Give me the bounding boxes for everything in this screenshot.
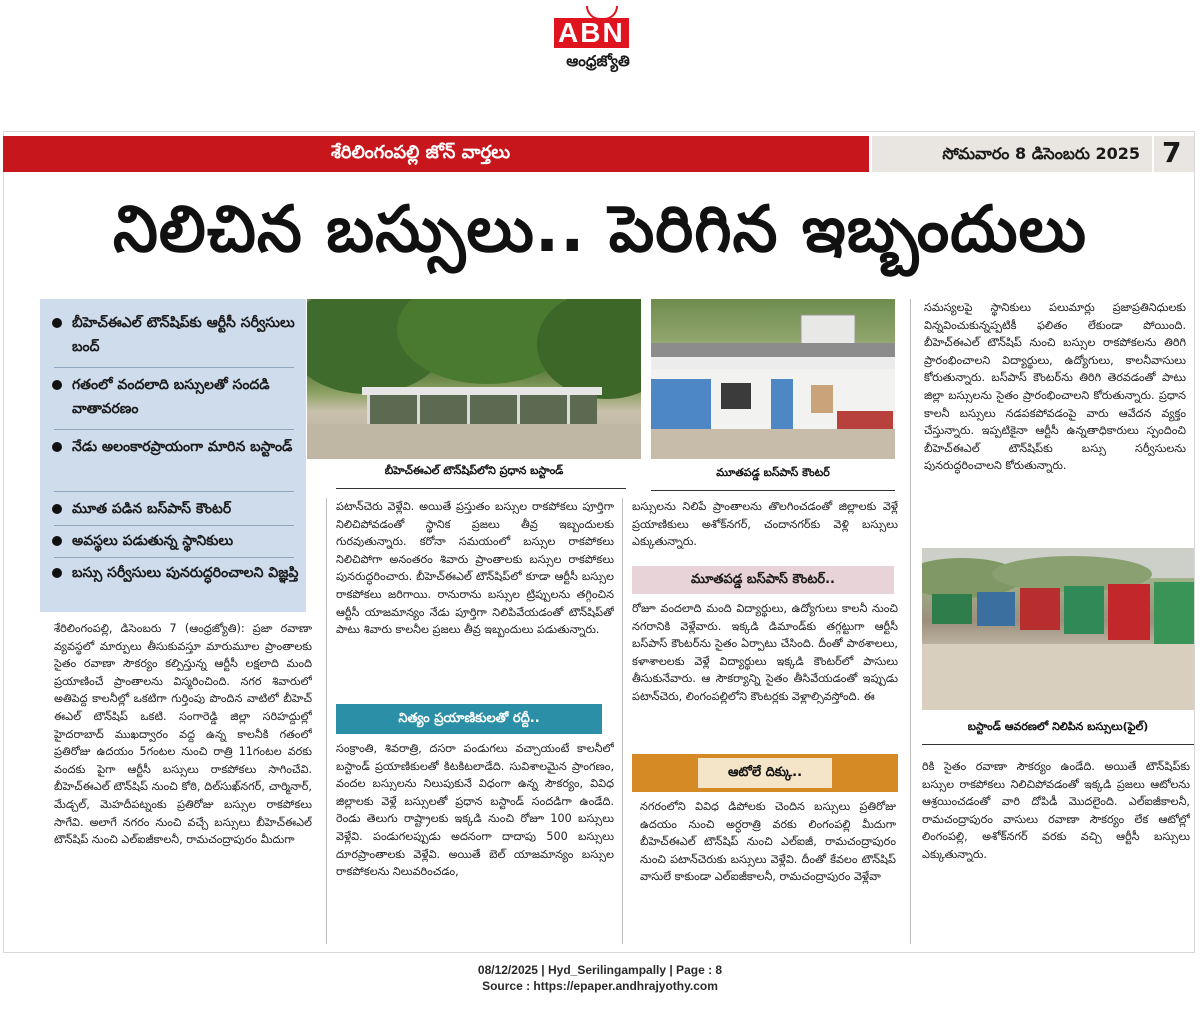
bus-pass-counter-photo[interactable] <box>651 299 895 459</box>
highlight-item: బస్సు సర్వీసులు పునరుద్ధరించాలని విజ్ఞప్తి <box>46 561 300 585</box>
section-bar <box>3 136 869 172</box>
subheading: మూతపడ్డ బస్‌పాస్ కౌంటర్.. <box>632 566 894 594</box>
highlight-item: గతంలో వందలాది బస్సులతో సందడి వాతావరణం <box>46 373 300 421</box>
article-column-2-bottom <box>336 740 614 942</box>
subheading-box <box>632 754 898 792</box>
highlight-item: అవస్థలు పడుతున్న స్థానికులు <box>46 529 300 553</box>
highlights-box <box>40 299 306 612</box>
abn-logo[interactable] <box>548 4 654 76</box>
bullet-icon <box>52 442 62 452</box>
bullet-icon <box>52 318 62 328</box>
page-number-box <box>1152 136 1194 172</box>
footer-source-link[interactable]: Source : https://epaper.andhrajyothy.com <box>482 979 718 993</box>
photo-caption: బీహెచ్ఈఎల్ టౌన్‌షిప్‌లోని ప్రధాన బస్టాండ్ <box>384 464 564 477</box>
parked-buses-photo[interactable] <box>922 548 1194 710</box>
buses-illustration <box>922 548 1194 710</box>
divider <box>54 429 294 430</box>
article-text: సమస్యలపై స్థానికులు పలుమార్లు ప్రజాప్రతినిధులకు విన్నవించుకున్నప్పటికీ ఫలితం లేకుండా పోయింది. బీహెచ్ఈఎల్ టౌన్‌షిప్ నుంచి బస్సుల రాకపోకలను తిరిగి ప్రారంభించాలని విద్యార్థులు, ఉద్యోగులు, కాలనీవాసులు కోరుతున్నారు. బస్‌పాస్ కౌంటర్‌ను తిరిగి తెరవడంతో పాటు జిల్లా బస్సులను సైతం ప్రారంభించాలని కోరుతున్నారు. ప్రధాన కాలనీ బస్సులు నడపకపోవడంపై వారు ఆవేదన వ్యక్తం చేస్తున్నారు. ఇప్పటికైనా ఆర్టీసీ ఉన్నతాధికారులు స్పందించి బీహెచ్ఈఎల్ టౌన్‌షిప్‌కు బస్సు సర్వీసులను పునరుద్ధరించాలని కోరుతున్నారు. <box>924 301 1186 473</box>
section-title: శేరిలింగంపల్లి జోన్ వార్తలు <box>331 142 511 163</box>
article-text: బస్సులను నిలిపే ప్రాంతాలను తొలగించడంతో జిల్లాలకు వెళ్లే ప్రయాణికులు అశోక్‌నగర్, చందానగర్‌కు వెళ్లి బస్సులు ఎక్కుతున్నారు. <box>632 500 898 549</box>
divider <box>54 367 294 368</box>
article-text: పటాన్‌చెరు వెళ్లేవి. అయితే ప్రస్తుతం బస్సుల రాకపోకలు పూర్తిగా నిలిచిపోవడంతో స్థానిక ప్రజలు తీవ్ర ఇబ్బందులకు గురవుతున్నారు. కరోనా సమయంలో బస్సుల రాకపోకలు నిలిచిపోగా అనంతరం శివారు ప్రాంతాలకు బస్సుల రాకపోకలు పునరుద్ధరించారు. బీహెచ్ఈఎల్ టౌన్‌షిప్‌లో కూడా ఆర్టీసీ బస్సుల రాకపోకలు జరిగాయి. రానురాను బస్సుల ట్రిప్పులను తగ్గించిన ఆర్టీసీ యాజమాన్యం నేడు పూర్తిగా నిలిపివేయడంతో టౌన్‌షిప్‌తో పాటు శివారు కాలనీల ప్రజలు తీవ్ర ఇబ్బందులు పడుతున్నారు. <box>336 500 614 637</box>
logo-brand: ABN <box>554 18 629 48</box>
divider <box>54 491 294 492</box>
highlight-item: మూత పడిన బస్‌పాస్ కౌంటర్ <box>46 497 300 521</box>
article-text: రికి సైతం రవాణా సౌకర్యం ఉండేది. అయితే టౌన్‌షిప్‌కు బస్సుల రాకపోకలు నిలిచిపోవడంతో ఇక్కడి ప్రజలు ఆటోలను ఆశ్రయించడంతో వారి దోపిడీ మొదలైంది. ఎల్ఐజీకాలనీ, రామచంద్రాపురం వాసులు రవాణా సౌకర్యం లేక ఆటోల్లో లింగంపల్లి, అశోక్‌నగర్ వరకు వచ్చి ఆర్టీసీ బస్సులు ఎక్కుతున్నారు. <box>922 760 1190 861</box>
column-divider <box>622 498 623 944</box>
bullet-icon <box>52 504 62 514</box>
divider <box>651 490 895 491</box>
column-divider <box>326 498 327 944</box>
logo-tagline: ఆంధ్రజ్యోతి <box>566 52 630 70</box>
article-text: నగరంలోని వివిధ డిపోలకు చెందిన బస్సులు ప్రతిరోజు ఉదయం నుంచి అర్ధరాత్రి వరకు లింగంపల్లి మీదుగా బీహెచ్ఈఎల్ టౌన్‌షిప్ నుంచి ఎల్ఐజీ, రామచంద్రాపురం నుంచి పటాన్‌చెరుకు బస్సులు వెళ్లేవి. దీంతో కేవలం టౌన్‌షిప్ వాసులే కాకుండా ఎల్ఐజీకాలనీ, రామచంద్రాపురం వెళ్లేవా <box>640 800 896 884</box>
edition-date: సోమవారం 8 డిసెంబరు 2025 <box>942 144 1140 163</box>
page-number: 7 <box>1162 136 1182 169</box>
photo-caption: బస్టాండ్ ఆవరణలో నిలిపిన బస్సులు(ఫైల్) <box>967 720 1149 733</box>
bullet-icon <box>52 536 62 546</box>
article-column-3-bottom <box>640 798 896 942</box>
date-bar <box>872 136 1152 172</box>
subheading: నిత్యం ప్రయాణికులతో రద్దీ.. <box>336 704 602 734</box>
divider <box>922 744 1194 745</box>
article-column-2-top <box>336 498 614 698</box>
divider <box>54 525 294 526</box>
bus-stand-illustration <box>307 299 641 459</box>
article-column-3-mid <box>632 600 898 748</box>
article-text: శేరిలింగంపల్లి, డిసెంబరు 7 (ఆంధ్రజ్యోతి): ప్రజా రవాణా వ్యవస్థలో మార్పులు తీసుకువస్తూ మారుమూల ప్రాంతాలకు సైతం రవాణా సౌకర్యం కల్పిస్తున్న ఆర్టీసీ లక్షలాది మంది ప్రయాణించే ప్రాంతాలను విస్మరించింది. నగర శివారులో అతిపెద్ద కాలనీల్లో ఒకటిగా గుర్తింపు పొందిన వాటిలో బీహెచ్ ఈఎల్ టౌన్‌షిప్ ఒకటి. సంగారెడ్డి జిల్లా సరిహద్దుల్లో హైదరాబాద్ ముఖద్వారం వద్ద ఉన్న కాలనీకి గతంలో ప్రతిరోజు ఉదయం 5గంటల నుంచి రాత్రి 11గంటల వరకు వందకు పైగా ఆర్టీసీ బస్సులు రాకపోకలు సాగించేవి. బీహెచ్ఈఎల్ టౌన్‌షిప్ నుంచి కోఠి, దిల్‌సుఖ్‌నగర్, చార్మినార్, మేడ్చల్, మెహదీపట్నంకు ప్రతిరోజు బస్సుల రాకపోకలు సాగేవి. అలాగే నగరం నుంచి వచ్చే బస్సులు బీహెచ్ఈఎల్ టౌన్‌షిప్ నుంచి ఎల్ఐజీకాలనీ, రామచంద్రాపురం మీదుగా <box>54 622 312 847</box>
divider <box>54 557 294 558</box>
footer-info: 08/12/2025 | Hyd_Serilingampally | Page : 8 <box>477 963 723 977</box>
headline: నిలిచిన బస్సులు.. పెరిగిన ఇబ్బందులు <box>113 193 1087 267</box>
highlight-item: బీహెచ్ఈఎల్ టౌన్‌షిప్‌కు ఆర్టీసీ సర్వీసులు బంద్ <box>46 311 300 359</box>
counter-building-illustration <box>651 299 895 459</box>
bullet-icon <box>52 568 62 578</box>
bus-stand-photo[interactable] <box>307 299 641 459</box>
bullet-icon <box>52 380 62 390</box>
article-text: సంక్రాంతి, శివరాత్రి, దసరా పండుగలు వచ్చాయంటే కాలనీలో బస్టాండ్ ప్రయాణికులతో కిటకిటలాడేది. సువిశాలమైన ప్రాంగణం, వందల బస్సులను నిలుపుకునే విధంగా ఉన్న సౌకర్యం, వివిధ జిల్లాలకు వెళ్లే బస్సులతో ప్రధాన బస్టాండ్ సందడిగా ఉండేది. రెండు తెలుగు రాష్ట్రాలకు ఇక్కడి నుంచి రోజూ 100 బస్సులు వెళ్లేవి. పండుగలప్పుడు అదనంగా దాదాపు 500 బస్సులు దూరప్రాంతాలకు వెళ్లేవి. అయితే బెల్ యాజమాన్యం బస్సుల రాకపోకలను నిలువరించడం, <box>336 742 614 879</box>
article-column-3-top <box>632 498 898 562</box>
subheading: ఆటోలే దిక్కు.. <box>698 758 832 788</box>
highlight-item: నేడు అలంకారప్రాయంగా మారిన బస్టాండ్ <box>46 435 300 459</box>
photo-caption: మూతపడ్డ బస్‌పాస్ కౌంటర్ <box>716 466 830 479</box>
article-column-1 <box>54 620 312 942</box>
article-column-4-bottom <box>922 758 1190 942</box>
divider <box>336 488 626 489</box>
column-divider <box>910 299 911 944</box>
article-column-4-top <box>924 299 1186 539</box>
article-text: రోజూ వందలాది మంది విద్యార్థులు, ఉద్యోగులు కాలనీ నుంచి నగరానికి వెళ్లేవారు. ఇక్కడి డిమాండ్‌కు తగ్గట్టుగా ఆర్టీసీ బస్‌పాస్ కౌంటర్‌ను సైతం ఏర్పాటు చేసింది. దీంతో పాఠశాలలు, కళాశాలలకు వెళ్లే విద్యార్థులు ఇక్కడి కౌంటర్‌లో పాసులు తీసుకునేవారు. ఆ సౌకర్యాన్ని సైతం తీసివేయడంతో ఇప్పుడు పటాన్‌చెరు, లింగంపల్లిలోని కౌంటర్లకు వెళ్లాల్సివస్తోంది. ఈ <box>632 602 898 703</box>
page-footer <box>0 962 1200 994</box>
